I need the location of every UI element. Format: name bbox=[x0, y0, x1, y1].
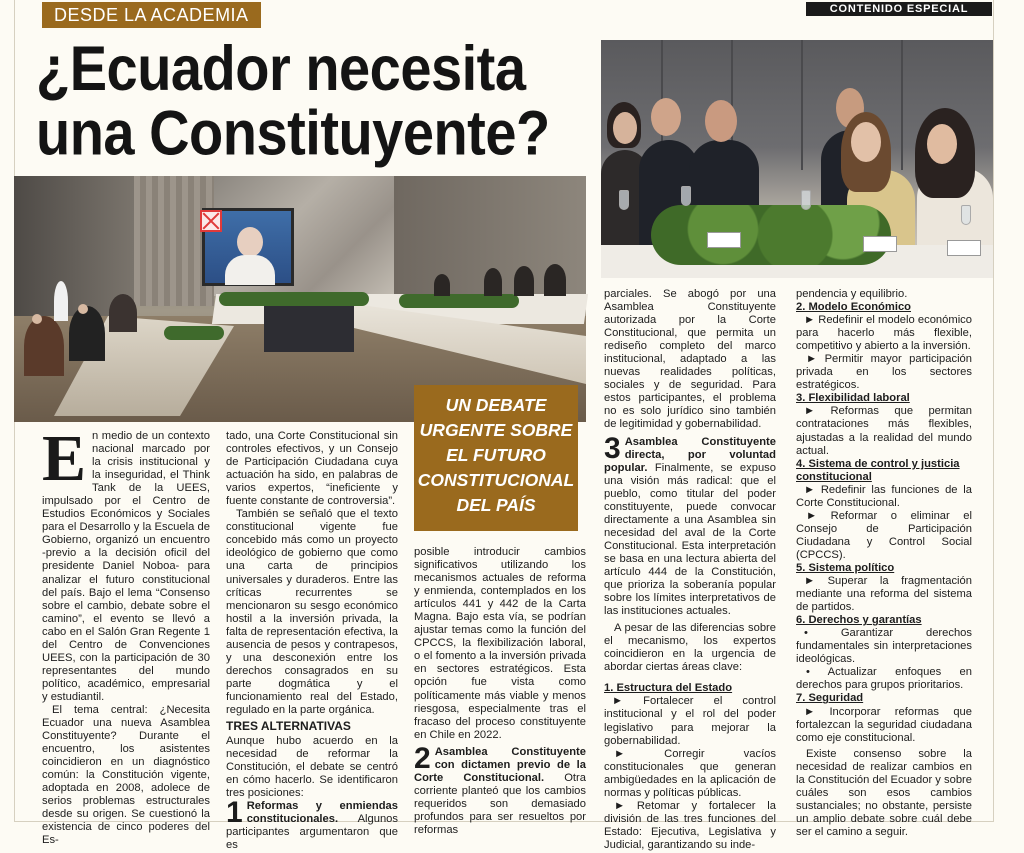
section-heading: 1. Estructura del Estado bbox=[604, 682, 733, 695]
pull-quote-line: UN DEBATE bbox=[445, 395, 547, 415]
option-heading: Asamblea Constituyente con dictamen previo de la Corte Constitucional. bbox=[414, 745, 586, 784]
photo-person bbox=[54, 281, 68, 321]
section-heading: 2. Modelo Económico bbox=[796, 301, 911, 314]
article-paragraph: El tema central: ¿Necesita Ecuador una nueva Asamblea Constituyente? Durante el encuentro, los asistentes coincidieron en un diagnóstico común: la Constitución vigente, adoptada en 2008, adolece de serios problemas estructurales desde su origen. Se cuestionó la existencia de cinco poderes del Es- bbox=[42, 703, 210, 847]
pull-quote-line: EL FUTURO bbox=[446, 445, 546, 465]
bullet-item: • Garantizar derechos fundamentales sin interpretaciones ideológicas. bbox=[796, 627, 972, 666]
article-column-2 bbox=[226, 430, 398, 853]
name-card bbox=[947, 240, 981, 256]
article-paragraph: pendencia y equilibrio. bbox=[796, 288, 908, 300]
bullet-item: ► Incorporar reformas que fortalezcan la seguridad ciudadana como eje constitucional. bbox=[796, 705, 972, 744]
article-column-3 bbox=[414, 546, 586, 837]
screen-speaker-body bbox=[225, 255, 275, 285]
pull-quote-line: DEL PAÍS bbox=[456, 495, 536, 515]
photo-face bbox=[613, 112, 637, 144]
article-paragraph: tado, una Corte Constitucional sin controles efectivos, y un Consejo de Participación Ciudadana cuya actuación ha sido, en palabras de varios expertos, “ineficiente y fuente constante de controversia”. bbox=[226, 430, 398, 508]
photo-plants bbox=[399, 294, 519, 308]
bullet-item: ► Permitir mayor participación privada en los sectores estratégicos. bbox=[796, 353, 972, 392]
photo-plants bbox=[164, 326, 224, 340]
photo-wall-seam bbox=[901, 40, 903, 170]
pull-quote-line: URGENTE SOBRE bbox=[419, 420, 573, 440]
photo-head bbox=[32, 314, 42, 324]
article-paragraph: posible introducir cambios significativos utilizando los mecanismos actuales de reforma y enmienda, contemplados en los artículos 441 y 442 de la Carta Magna. Bajo esta vía, se podrían ajustar temas como la función del CPCCS, la flexibilización laboral, o el fomento a la inversión privada en sectores estratégicos. Esta opción fue vista como políticamente más viable y menos riesgosa, especialmente tras el fracaso del proceso constituyente en Chile en 2022. bbox=[414, 546, 586, 741]
photo-person bbox=[434, 274, 450, 296]
photo-glass bbox=[961, 205, 971, 225]
bullet-item: ► Superar la fragmentación mediante una reforma del sistema de partidos. bbox=[796, 575, 972, 614]
photo-center-table bbox=[264, 300, 354, 352]
special-content-label: CONTENIDO ESPECIAL bbox=[806, 2, 992, 16]
photo-wall-seam bbox=[801, 40, 803, 170]
photo-person bbox=[109, 294, 137, 332]
bullet-item: ► Reformar o eliminar el Consejo de Participación Ciudadana y Control Social (CPCCS). bbox=[796, 509, 972, 561]
section-kicker: DESDE LA ACADEMIA bbox=[42, 2, 261, 28]
article-paragraph: Existe consenso sobre la necesidad de realizar cambios en la Constitución del Ecuador y sobre cuáles son esos cambios sustanciales; no obstante, persiste un amplio debate sobre cuál debe ser el camino a seguir. bbox=[796, 747, 972, 838]
section-heading: 5. Sistema político bbox=[796, 561, 895, 574]
photo-plants bbox=[651, 205, 891, 265]
option-heading: Asamblea Constituyente directa, por voluntad popular. bbox=[604, 435, 776, 474]
bullet-item: ► Reformas que permitan contrataciones más flexibles, ajustadas a la realidad del mundo actual. bbox=[796, 405, 972, 457]
pull-quote bbox=[414, 385, 578, 531]
name-card bbox=[863, 236, 897, 252]
broken-image-icon bbox=[200, 210, 222, 232]
photo-glass bbox=[801, 190, 811, 210]
headline-line-1: ¿Ecuador necesita bbox=[36, 32, 526, 104]
article-column-4 bbox=[604, 288, 776, 852]
panelists-photo bbox=[601, 40, 993, 278]
article-paragraph: A pesar de las diferencias sobre el mecanismo, los expertos coincidieron en la urgencia de abordar ciertas áreas clave: bbox=[604, 622, 776, 674]
article-column-1 bbox=[42, 422, 210, 848]
section-heading: 4. Sistema de control y justicia constitucional bbox=[796, 457, 960, 483]
section-heading: 7. Seguridad bbox=[796, 692, 864, 705]
section-heading: 3. Flexibilidad laboral bbox=[796, 392, 910, 405]
photo-face bbox=[851, 122, 881, 162]
numbered-option bbox=[604, 431, 776, 619]
photo-glass bbox=[619, 190, 629, 210]
name-card bbox=[707, 232, 741, 248]
photo-person bbox=[544, 264, 566, 296]
screen-speaker-face bbox=[237, 227, 263, 257]
numbered-option bbox=[226, 796, 398, 852]
photo-person bbox=[24, 316, 64, 376]
headline-line-2: una Constituyente? bbox=[36, 97, 550, 169]
photo-head bbox=[78, 304, 88, 314]
bullet-item: ► Fortalecer el control institucional y el rol del poder legislativo para mejorar la gobernabilidad. bbox=[604, 695, 776, 747]
pull-quote-line: CONSTITUCIONAL bbox=[417, 470, 575, 490]
paragraph-text: n medio de un contexto nacional marcado por la crisis institucional y la inseguridad, el Think Tank de la UEES, impulsado por el Centro de Estudios Económicos y Sociales para el Desarrollo y la Escuela de Gobierno, organizó un encuentro -previo a la decisión oficil del presidente Daniel Noboa- para analizar el futuro constitucional del país. Bajo el lema “Consenso sobre el cambio, debate sobre el camino”, el evento se llevó a cabo en el Salón Gran Regente 1 del Centro de Convenciones UEES, con la participación de 30 representantes del mundo político, académico, empresarial y estudiantil. bbox=[42, 430, 210, 703]
section-heading: 6. Derechos y garantías bbox=[796, 614, 922, 627]
drop-cap: E bbox=[42, 422, 87, 495]
photo-person bbox=[484, 268, 502, 296]
bullet-item: ► Redefinir las funciones de la Corte Constitucional. bbox=[796, 483, 972, 509]
option-text: Otra corriente planteó que los cambios requeridos son demasiado profundos para ser resueltos por reformas bbox=[414, 771, 586, 836]
option-number: 1 bbox=[226, 796, 243, 830]
headline bbox=[36, 32, 596, 169]
article-paragraph: parciales. Se abogó por una Asamblea Constituyente autorizada por la Corte Constitucional, que permita un rediseño completo del marco institucional, adaptado a las nuevas realidades políticas, sociales y de seguridad. Para estos participantes, el problema no es solo jurídico sino también de legitimidad y gobernabilidad. bbox=[604, 288, 776, 431]
photo-glass bbox=[681, 186, 691, 206]
photo-face bbox=[651, 98, 681, 136]
article-paragraph: Aunque hubo acuerdo en la necesidad de reformar la Constitución, el debate se centró en cómo hacerlo. Se identificaron tres posiciones: bbox=[226, 735, 398, 800]
option-number: 2 bbox=[414, 741, 431, 775]
option-heading: Reformas y enmiendas constitucionales. bbox=[246, 800, 398, 826]
article-column-5 bbox=[796, 288, 972, 839]
subheading: TRES ALTERNATIVAS bbox=[226, 719, 351, 734]
photo-face bbox=[927, 124, 957, 164]
bullet-item: ► Retomar y fortalecer la división de las tres funciones del Estado: Ejecutiva, Legislativa y Judicial, garantizando su inde- bbox=[604, 799, 776, 851]
photo-face bbox=[705, 100, 737, 142]
bullet-item: • Actualizar enfoques en derechos para grupos prioritarios. bbox=[796, 666, 972, 692]
photo-person bbox=[514, 266, 534, 296]
bullet-item: ► Redefinir el modelo económico para hacerlo más flexible, competitivo y abierto a la inversión. bbox=[796, 314, 972, 353]
photo-person bbox=[69, 306, 105, 361]
article-paragraph bbox=[42, 422, 210, 704]
bullet-item: ► Corregir vacíos constitucionales que generan ambigüedades en la aplicación de normas y políticas públicas. bbox=[604, 747, 776, 799]
numbered-option bbox=[414, 741, 586, 837]
photo-plants bbox=[219, 292, 369, 306]
option-text: Finalmente, se expuso una visión más radical: que el pueblo, como titular del poder constituyente, puede convocar directamente a una Asamblea sin necesidad del aval de la Corte Constitucional. Esta interpretación se basa en una lectura abierta del artículo 444 de la Constitución, que prioriza la soberanía popular sobre los límites interpretativos de las instituciones actuales. bbox=[604, 461, 776, 618]
option-text: Algunos participantes argumentaron que es bbox=[226, 813, 398, 852]
option-number: 3 bbox=[604, 431, 621, 465]
article-paragraph: También se señaló que el texto constitucional vigente fue concebido más como un proyecto ideológico de gobierno que como una carta de principios universales y duraderos. Entre las críticas recurrentes se mencionaron su sesgo económico hostil a la inversión privada, la falta de representación efectiva, la ausencia de pesos y contrapesos, y una desconexión entre los derechos consagrados en su parte dogmática y el funcionamiento real del Estado, regulado en la parte orgánica. bbox=[226, 508, 398, 716]
